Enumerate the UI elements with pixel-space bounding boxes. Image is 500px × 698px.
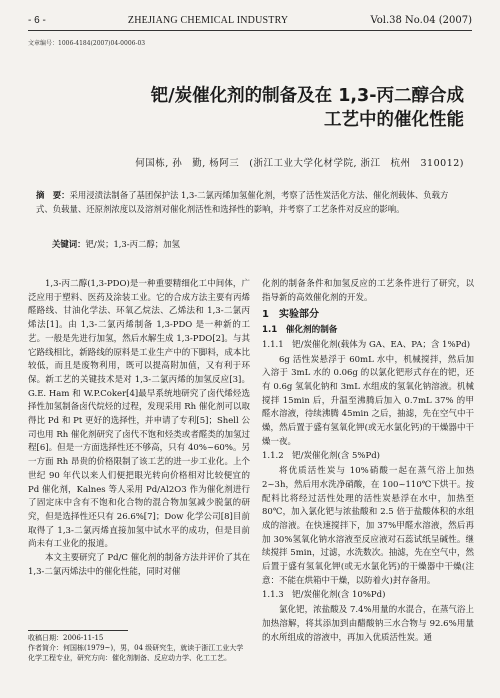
keywords-text: 钯/炭；1,3-丙二醇；加氢 [85, 239, 180, 249]
body-paragraph: 化剂的制备条件和加氢反应的工艺条件进行了研究，以指导新的高效催化剂的开发。 [262, 279, 474, 303]
keywords [52, 238, 180, 250]
volume-info: Vol.38 No.04 (2007) [370, 14, 472, 26]
right-column [262, 278, 474, 645]
journal-name: ZHEJIANG CHEMICAL INDUSTRY [127, 14, 289, 26]
body-paragraph: 本文主要研究了 Pd/C 催化剂的制备方法并评价了其在 1,3-二氯丙烯法中的催化性能，同时对催 [28, 553, 250, 577]
subsubsection-heading: 1.1.3 钯/炭催化剂(含 10%Pd) [262, 590, 386, 601]
subsubsection-heading: 1.1.1 钯/炭催化剂(载体为 GA、EA、PA；含 1%Pd) [262, 339, 471, 350]
abstract-label: 摘 要： [36, 190, 70, 200]
header-rule [28, 30, 472, 31]
title-line-1: 钯/炭催化剂的制备及在 1,3-丙二醇合成 [150, 86, 464, 106]
footnote-rule [28, 630, 128, 631]
abstract-text: 采用浸渍法制备了基团保护法 1,3-二氯丙烯加氢催化剂，考察了活性炭活化方法、催化剂载体、负载方式、负载量、还原剂浓度以及溶剂对催化剂活性和选择性的影响，并考察了工艺条件对反应的影响。 [36, 190, 449, 214]
footnote [28, 633, 250, 663]
authors: 何国栋, 孙 勤, 杨阿三 (浙江工业大学化材学院, 浙江 杭州 310012) [135, 158, 464, 169]
received-date: 收稿日期：2006-11-15 [28, 634, 104, 642]
body-paragraph: 氯化钯，浓盐酸及 7.4%用量的水混合，在蒸气浴上加热溶解，将其添加到由醋酸钠三水合物与 92.6%用量的水所组成的溶液中，再加入优质活性炭。通 [262, 605, 474, 643]
paper-title [44, 84, 464, 132]
body-paragraph: 将优质活性炭与 10%硝酸一起在蒸气浴上加热 2~3h，然后用水洗净硝酸，在 100~110℃下烘干。按配料比将经过活性处理的活性炭悬浮在水中，加热至 80℃，加入氯化钯与浓盐酸和 2.5 倍于盐酸体积的水组成的溶液。在快速搅拌下，加 37%甲醛水溶液，然后再加 30%氢氧化钠水溶液至反应液对石蕊试纸呈碱性。继续搅拌 5min，过滤，水洗数次。抽滤，先在空气中，然后置于盛有氢氧化钾(或无水氯化钙)的干燥器中干燥(注意：不能在烘箱中干燥，以防着火)封存备用。 [262, 466, 474, 586]
body-paragraph: 1,3-丙二醇(1,3-PDO)是一种重要精细化工中间体，广泛应用于塑料、医药及涂装工业。它的合成方法主要有丙烯醛路线、甘油化学法、环氧乙烷法、乙烯法和 1,3-二氯丙烯法[1]。由 1,3-二氯丙烯制备 1,3-PDO 是一种新的工艺。一般是先进行加氢，然后水解生成 1,3-PDO[2]。与其它路线相比，新路线的原料是工业生产中的下脚料，成本比较低，而且是废物利用，既可以提高附加值，又有利于环保。新工艺的关键技术是对 1,3-二氯丙烯的加氢反应[3]。G.E. Ham 和 W.P.Coker[4]最早系统地研究了卤代烯烃选择性加氢制备卤代烷烃的过程，发现采用 Rh 催化剂可以取得比 Pd 和 Pt 更好的选择性，并申请了专利[5]；Shell 公司也用 Rh 催化剂研究了卤代不饱和烃类或者醛类的加氢过程[6]。但是一方面选择性还不够高，只有 40%~60%。另一方面 Rh 昂贵的价格限制了该工艺的进一步工业化。上个世纪 90 年代以来人们便把眼光转向价格相对比较便宜的 Pd 催化剂，Kalnes 等人采用 Pd/Al2O3 作为催化剂进行了固定床中含有不饱和化合物的混合物加氢减少脱氯的研究，但是选择性还只有 26.6%[7]；Dow 化学公司[8]目前取得了 1,3-二氯丙烯直接加氢中试水平的成功，但是目前尚未有工业化的报道。 [28, 279, 250, 550]
page-number: - 6 - [28, 14, 46, 26]
title-line-2: 工艺中的催化性能 [324, 110, 464, 130]
article-number: 文章编号：1006-4184(2007)04-0006-03 [28, 40, 146, 47]
body-paragraph: 6g 活性炭悬浮于 60mL 水中，机械搅拌，然后加入溶于 3mL 水的 0.06g 的以氯化钯形式存在的钯，还有 0.6g 氢氧化钠和 3mL 水组成的氢氧化钠溶液。机械搅拌 15min 后，升温至沸腾后加入 0.7mL 37% 的甲醛水溶液，待续沸腾 45min 之后，抽滤，先在空气中干燥，然后置于盛有氢氧化钾(或无水氯化钙)的干燥器中干燥一夜。 [262, 354, 474, 447]
subsubsection-heading: 1.1.2 钯/炭催化剂(含 5%Pd) [262, 451, 380, 462]
abstract [36, 188, 460, 216]
keywords-label: 关键词： [52, 239, 86, 249]
running-header [28, 12, 472, 28]
left-column [28, 278, 250, 579]
author-bio: 作者简介：何国栋(1979~)，男，04 级研究生，就读于浙江工业大学化学工程专业，研究方向：催化剂制备、反应动力学、化工工艺。 [28, 644, 244, 662]
subsection-heading: 1.1 催化剂的制备 [262, 325, 338, 336]
section-heading: 1 实验部分 [262, 309, 319, 321]
